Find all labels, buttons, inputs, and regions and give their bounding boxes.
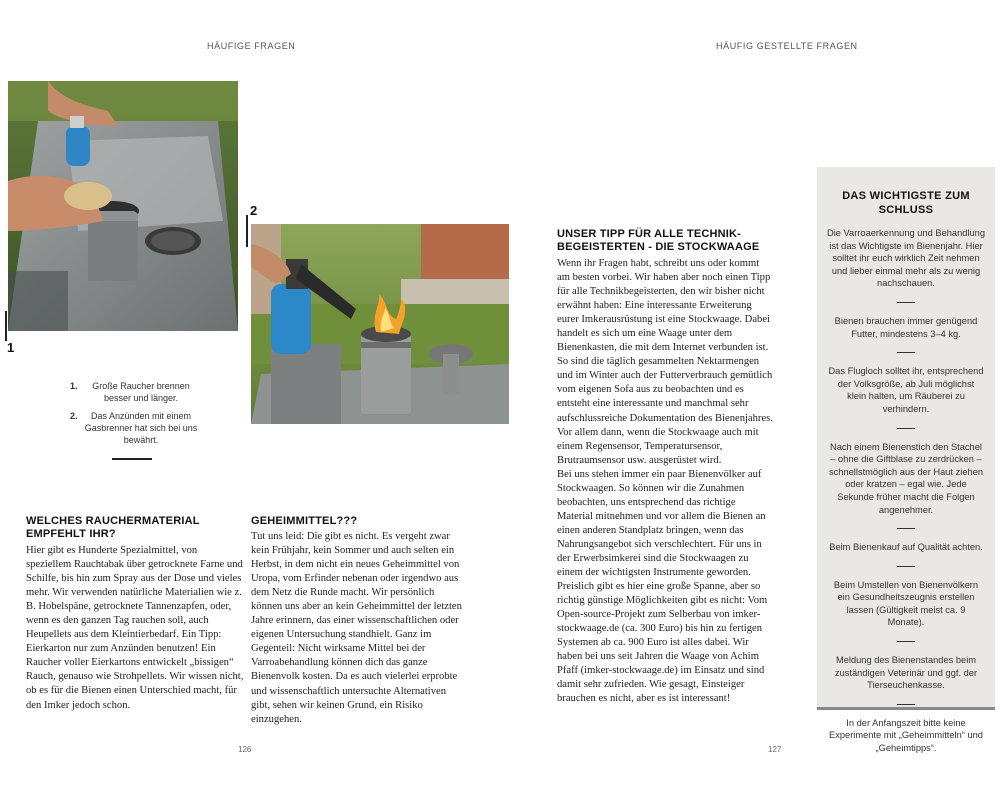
sidebar-tip: In der Anfangszeit bitte keine Experimente mit „Geheimmitteln“ und „Geheimtipps“.	[829, 717, 983, 754]
photo-smoker-filling-illustration	[8, 81, 238, 331]
caption-number: 1.	[70, 381, 78, 391]
running-head-left: HÄUFIGE FRAGEN	[207, 41, 296, 51]
heading-stockwaage: UNSER TIPP FÜR ALLE TECHNIK-BEGEISTERTEN - DIE STOCKWAAGE	[557, 228, 760, 253]
sidebar-tip: Beim Umstellen von Bienenvölkern ein Gesundheitszeugnis erstellen lassen (Gültigkeit meist ca. 9 Monate).	[833, 579, 979, 628]
body-rauchermaterial: Hier gibt es Hunderte Spezialmittel, von speziellem Rauchtabak über getrocknete Farne und Schilfe, bis hin zum Spray aus der Dose und vieles mehr. Wir verwenden natürliche Materialien wie z. B. Hobelspäne, getrocknete Tannenzapfen, oder, wenn es den ganzen Tag rauchen soll, auch Heupellets aus dem Kleintierbedarf. Ein Tipp: Eierkarton nur zum Anzünden benutzen! Ein Raucher voller Eierkartons entwickelt „bissigen“ Rauch, genauso wie Strohpellets. Wir wissen nicht, ob es für die Bienen einen Unterschied macht, für den Imker jedoch schon.	[26, 545, 244, 711]
body-stockwaage	[557, 257, 773, 707]
caption-text: Das Anzünden mit einem Gasbrenner hat sich bei uns bewährt.	[84, 411, 198, 445]
sidebar-separator	[897, 352, 915, 353]
sidebar-tip: Das Flugloch solltet ihr, entsprechend der Volksgröße, ab Juli möglichst klein halten, um Räuberei zu verhindern.	[828, 366, 984, 414]
caption-number: 2.	[70, 411, 78, 421]
page-number-left: 126	[238, 745, 252, 754]
running-head-right: HÄUFIG GESTELLTE FRAGEN	[716, 41, 858, 51]
heading-rauchermaterial: WELCHES RAUCHERMATERIAL EMPFEHLT IHR?	[26, 515, 200, 540]
body-geheimmittel: Tut uns leid: Die gibt es nicht. Es vergeht zwar kein Frühjahr, kein Sommer und auch selten ein Herbst, in dem nicht ein neues Geheimmittel von Uropa, vom Erfinder nebenan oder irgendwo aus dem Netz die Runde macht. Wir persönlich können uns aber an kein Geheimmittel der letzten Jahre erinnern, das einer wissenschaftlichen oder eigenen Untersuchung standhielt. Ganz im Gegenteil: Nicht wirksame Mittel bei der Varroabehandlung können dich das ganze Bienenvolk kosten. Da es auch vielerlei erprobte und wissenschaftlich untersuchte Alternativen gibt, sehen wir keinen Grund, ein Risiko einzugehen.	[251, 531, 462, 725]
sidebar-tip: Meldung des Bienenstandes beim zuständigen Veterinär und ggf. der Tierseuchenkasse.	[834, 655, 978, 691]
sidebar-separator	[897, 428, 915, 429]
sidebar-separator	[897, 528, 915, 529]
sidebar-tip: Bienen brauchen immer genügend Futter, mindestens 3–4 kg.	[834, 315, 978, 339]
photo-1-number: 1	[7, 340, 15, 355]
body-stockwaage-paragraph-1: Wenn ihr Fragen habt, schreibt uns oder kommt am besten vorbei. Wir haben aber noch einen Tipp für alle Technikbegeisterten, den wir bisher nicht erwähnt haben: Eine interessante Erweiterung eurer Imkerausrüstung ist eine Stockwaage. Dabei handelt es sich um eine Waage unter dem Bienenkasten, die mit dem Internet verbunden ist. So sind die täglich gesammelten Nektarmengen und im Winter auch der Futterverbrauch gemütlich vom eigenen Sofa aus zu beobachten und es entsteht eine interessante und manchmal sehr aufschlussreiche Dokumentation des Bienenjahres. Vor allem dann, wenn die Stockwaage auch mit einem Regensensor, Temperatursensor, Brutraumsensor usw. ausgerüstet wird.	[557, 258, 773, 466]
sidebar-box-das-wichtigste	[817, 167, 995, 754]
photo-smoker-gas-burner-illustration	[251, 224, 509, 424]
heading-geheimmittel: GEHEIMMITTEL???	[251, 515, 358, 527]
sidebar-separator	[897, 566, 915, 567]
caption-text: Große Raucher brennen besser und länger.	[92, 381, 190, 403]
sidebar-tip: Nach einem Bienenstich den Stachel – ohne die Giftblase zu zerdrücken – schnellstmöglich aus der Haut ziehen oder kratzen – egal wie. Jede Sekunde früher macht die Folgen angenehmer.	[829, 441, 983, 515]
sidebar-separator	[897, 641, 915, 642]
caption-item	[70, 410, 200, 446]
body-stockwaage-paragraph-3: Preislich gibt es hier eine große Spanne, aber so richtig günstige Möglichkeiten gibt es nicht: Vom Open-source-Projekt zum Selberbau von imker-stockwaage.de (ca. 300 Euro) bis hin zu fertigen Systemen ab ca. 900 Euro ist alles dabei. Wir haben bei uns seit Jahren die Waage von Achim Pfaff (imker-stockwaage.de) im Einsatz und sind damit sehr zufrieden. Wie gesagt, Einsteiger brauchen es nicht, aber es ist interessant!	[557, 581, 768, 705]
sidebar-separator	[897, 704, 915, 705]
page-number-right: 127	[768, 745, 782, 754]
caption-rule	[112, 458, 152, 460]
sidebar-tip: Die Varroaerkennung und Behandlung ist das Wichtigste im Bienenjahr. Hier solltet ihr euch wirklich Zeit nehmen und lieber einmal mehr als zu wenig nachschauen.	[827, 228, 985, 289]
sidebar-separator	[897, 302, 915, 303]
caption-item	[70, 380, 200, 404]
photo-captions	[70, 380, 200, 452]
photo-2-marker-bar	[246, 215, 248, 247]
photo-1-marker-bar	[5, 311, 7, 341]
sidebar-title: DAS WICHTIGSTE ZUM SCHLUSS	[842, 190, 970, 216]
body-stockwaage-paragraph-2: Bei uns stehen immer ein paar Bienenvölker auf Stockwaagen. So können wir die Zunahmen beobachten, uns entsprechend das richtige Material mitnehmen und vor allem die Bienen an einen anderen Standplatz bringen, wenn das Nahrungsangebot sich verschlechtert. Für uns in der Erwerbsimkerei sind die Stockwaagen zu einem der wichtigsten Instrumente geworden.	[557, 468, 766, 579]
photo-smoker-gas-burner	[251, 224, 509, 424]
photo-smoker-filling	[8, 81, 238, 331]
photo-2-number: 2	[250, 203, 258, 218]
sidebar-tip: Beim Bienenkauf auf Qualität achten.	[829, 542, 983, 553]
